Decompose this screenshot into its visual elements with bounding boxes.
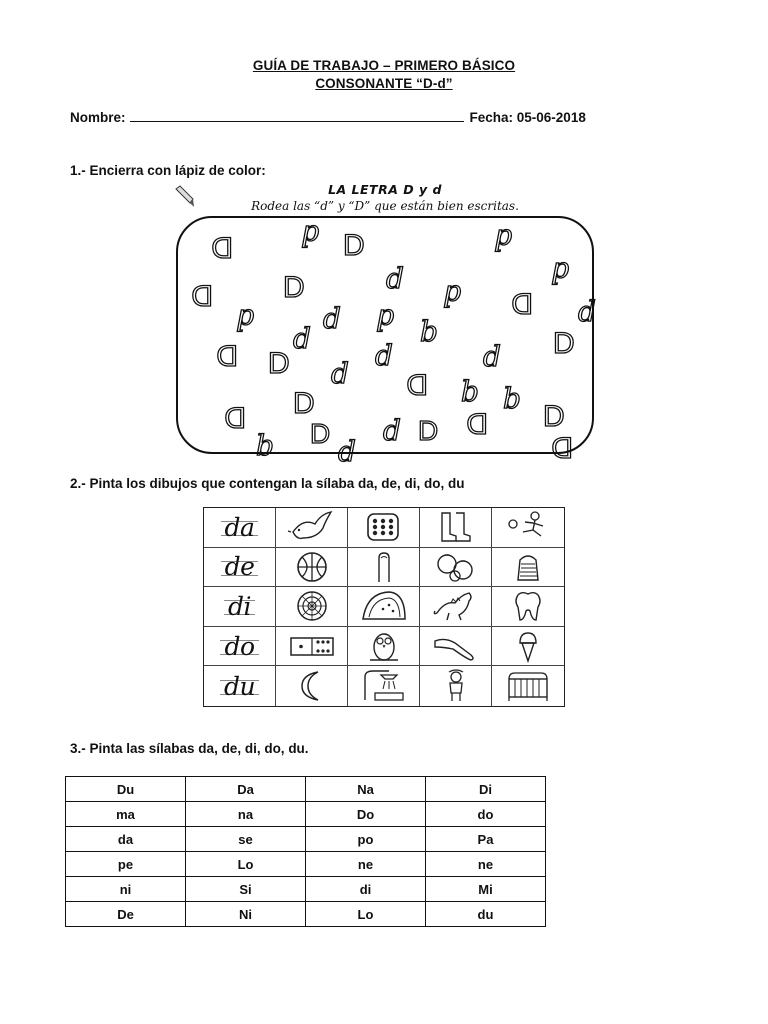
table-row — [66, 802, 546, 827]
worksheet-subtitle: CONSONANTE “D-d” — [315, 76, 453, 91]
picture-cell[interactable] — [420, 666, 492, 706]
tooth-icon — [506, 589, 550, 623]
letter-correct[interactable]: d — [338, 435, 356, 468]
syllable-cell-de — [204, 548, 276, 588]
arm-icon — [431, 629, 481, 663]
syllable-cell-du — [204, 666, 276, 706]
picture-cell[interactable] — [276, 666, 348, 706]
letter-incorrect[interactable]: D — [466, 408, 488, 441]
letter-correct[interactable]: d — [331, 357, 349, 390]
letter-incorrect[interactable]: d — [376, 303, 394, 336]
letter-correct[interactable]: d — [383, 414, 401, 447]
letter-correct[interactable]: D — [543, 400, 565, 433]
picture-cell[interactable] — [276, 508, 348, 548]
syllable-cell-do — [204, 627, 276, 667]
syllable-label: di — [224, 592, 255, 621]
letter-d-exercise — [170, 182, 600, 468]
syllable-cell[interactable]: De — [66, 902, 186, 927]
letter-correct[interactable]: D — [310, 418, 331, 449]
letter-correct[interactable]: D — [293, 387, 315, 420]
syllable-cell[interactable]: do — [426, 802, 546, 827]
picture-cell[interactable] — [492, 587, 564, 627]
ice-cream-icon — [506, 629, 550, 663]
picture-cell[interactable] — [420, 548, 492, 588]
syllable-label: de — [221, 552, 259, 581]
letter-correct[interactable]: D — [418, 415, 439, 446]
syllable-cell[interactable]: Du — [66, 777, 186, 802]
letter-correct[interactable]: D — [553, 327, 575, 360]
syllable-table — [65, 776, 546, 927]
syllable-cell[interactable]: ni — [66, 877, 186, 902]
picture-cell[interactable] — [348, 627, 420, 667]
question-1-prompt: 1.- Encierra con lápiz de color: — [70, 163, 266, 178]
dartboard-icon — [290, 589, 334, 623]
syllable-cell[interactable]: Lo — [306, 902, 426, 927]
name-date-row — [70, 110, 630, 125]
crib-icon — [503, 669, 553, 703]
shower-icon — [359, 669, 409, 703]
letter-correct[interactable]: d — [323, 302, 341, 335]
syllable-label: do — [220, 632, 258, 661]
letters-canvas — [178, 218, 596, 468]
syllable-cell-di — [204, 587, 276, 627]
table-row — [66, 827, 546, 852]
exercise-instruction: Rodea las “d” y “D” que están bien escritas. — [251, 199, 519, 213]
letter-incorrect[interactable]: D — [216, 340, 238, 373]
syllable-cell[interactable]: Si — [186, 877, 306, 902]
letter-correct[interactable]: D — [343, 229, 365, 262]
table-row — [66, 902, 546, 927]
picture-cell[interactable] — [276, 627, 348, 667]
syllable-picture-grid — [203, 507, 565, 707]
syllable-label: da — [221, 513, 259, 542]
letter-incorrect[interactable]: D — [191, 280, 213, 313]
picture-cell[interactable] — [492, 508, 564, 548]
letter-correct[interactable]: d — [386, 262, 404, 295]
moon-icon — [290, 669, 334, 703]
table-row — [66, 852, 546, 877]
syllable-cell[interactable]: po — [306, 827, 426, 852]
syllable-cell[interactable]: di — [306, 877, 426, 902]
dice-icon — [362, 510, 406, 544]
owl-icon — [362, 629, 406, 663]
table-row — [66, 777, 546, 802]
letter-correct[interactable]: d — [483, 340, 501, 373]
name-field[interactable] — [130, 111, 464, 122]
syllable-cell[interactable]: Do — [306, 802, 426, 827]
picture-cell[interactable] — [276, 587, 348, 627]
picture-cell[interactable] — [348, 587, 420, 627]
letter-incorrect[interactable]: d — [443, 279, 461, 312]
syllable-cell[interactable]: ma — [66, 802, 186, 827]
tomatoes-icon — [431, 550, 481, 584]
letter-incorrect[interactable]: D — [511, 288, 533, 321]
syllable-cell[interactable]: ne — [426, 852, 546, 877]
letter-incorrect[interactable]: b — [461, 375, 479, 408]
letter-incorrect[interactable]: d — [551, 256, 569, 289]
syllable-cell[interactable]: pe — [66, 852, 186, 877]
picture-cell[interactable] — [420, 627, 492, 667]
kicking-boy-icon — [503, 510, 553, 544]
name-label: Nombre: — [70, 110, 126, 125]
syllable-cell[interactable]: du — [426, 902, 546, 927]
letter-incorrect[interactable]: d — [236, 303, 254, 336]
letter-correct[interactable]: d — [375, 339, 393, 372]
syllable-cell[interactable]: Lo — [186, 852, 306, 877]
letter-correct[interactable]: d — [578, 295, 596, 328]
picture-cell[interactable] — [420, 508, 492, 548]
letter-incorrect[interactable]: b — [503, 382, 521, 415]
thimble-icon — [506, 550, 550, 584]
dinosaur-icon — [431, 589, 481, 623]
syllable-cell[interactable]: se — [186, 827, 306, 852]
picture-cell[interactable] — [276, 548, 348, 588]
syllable-cell[interactable]: Na — [306, 777, 426, 802]
letter-incorrect[interactable]: D — [211, 232, 233, 265]
syllable-label: du — [220, 672, 259, 701]
letter-correct[interactable]: d — [293, 322, 311, 355]
letter-correct[interactable]: D — [268, 347, 290, 380]
picture-cell[interactable] — [348, 548, 420, 588]
letter-correct[interactable]: D — [283, 271, 305, 304]
ball-icon — [290, 550, 334, 584]
exercise-title: LA LETRA D y d — [328, 182, 442, 197]
syllable-cell[interactable]: Di — [426, 777, 546, 802]
letter-board — [176, 216, 596, 468]
letter-incorrect[interactable]: d — [494, 223, 512, 256]
picture-cell[interactable] — [348, 666, 420, 706]
finger-icon — [362, 550, 406, 584]
picture-cell[interactable] — [348, 508, 420, 548]
melon-slice-icon — [359, 589, 409, 623]
letter-incorrect[interactable]: b — [256, 429, 274, 462]
letter-incorrect[interactable]: d — [301, 219, 319, 252]
picture-cell[interactable] — [492, 548, 564, 588]
picture-cell[interactable] — [420, 587, 492, 627]
picture-cell[interactable] — [492, 627, 564, 667]
syllable-cell[interactable]: Mi — [426, 877, 546, 902]
syllable-cell[interactable]: Ni — [186, 902, 306, 927]
question-3-prompt: 3.- Pinta las sílabas da, de, di, do, du. — [70, 741, 309, 756]
dove-icon — [287, 510, 337, 544]
letter-incorrect[interactable]: D — [551, 432, 573, 465]
domino-icon — [287, 629, 337, 663]
letter-incorrect[interactable]: D — [224, 402, 246, 435]
boy-icon — [434, 669, 478, 703]
syllable-cell[interactable]: da — [66, 827, 186, 852]
syllable-cell[interactable]: na — [186, 802, 306, 827]
worksheet-title: GUÍA DE TRABAJO – PRIMERO BÁSICO — [252, 58, 516, 73]
table-row — [66, 877, 546, 902]
picture-cell[interactable] — [492, 666, 564, 706]
syllable-cell[interactable]: Da — [186, 777, 306, 802]
date-label: Fecha: 05-06-2018 — [469, 110, 586, 125]
letter-incorrect[interactable]: D — [406, 369, 428, 402]
boots-icon — [434, 510, 478, 544]
question-2-prompt: 2.- Pinta los dibujos que contengan la sílaba da, de, di, do, du — [70, 476, 465, 491]
syllable-cell-da — [204, 508, 276, 548]
syllable-cell[interactable]: ne — [306, 852, 426, 877]
letter-incorrect[interactable]: b — [420, 315, 438, 348]
syllable-cell[interactable]: Pa — [426, 827, 546, 852]
